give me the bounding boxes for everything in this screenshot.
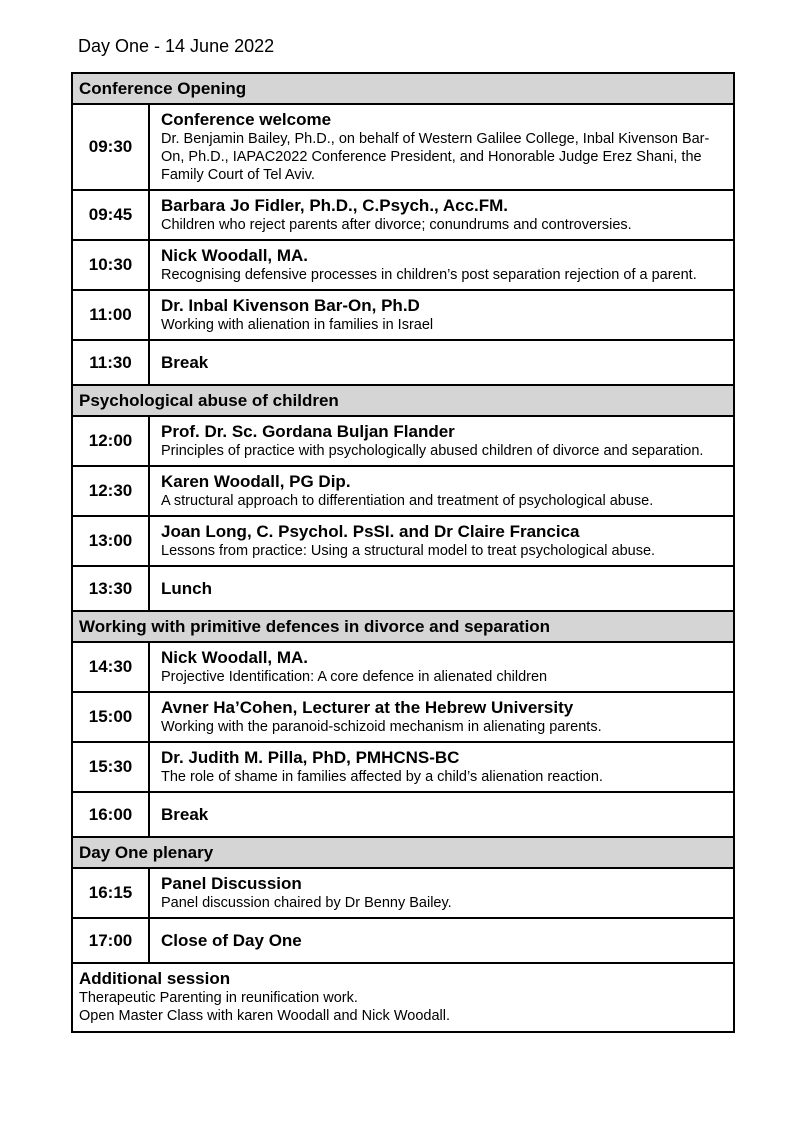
additional-session-line: Open Master Class with karen Woodall and Nick Woodall. <box>79 1008 450 1024</box>
session-title: Break <box>161 353 209 372</box>
schedule-row <box>73 867 733 917</box>
session-cell <box>150 341 733 384</box>
schedule-row-break <box>73 339 733 384</box>
section-header-primitive-defences: Working with primitive defences in divorce and separation <box>73 610 733 641</box>
session-title: Nick Woodall, MA. <box>161 246 309 265</box>
time-cell: 14:30 <box>73 643 150 691</box>
time-cell: 15:00 <box>73 693 150 741</box>
session-title: Nick Woodall, MA. <box>161 648 309 667</box>
session-description: Projective Identification: A core defence in alienated children <box>161 669 548 685</box>
schedule-row <box>73 515 733 565</box>
time-cell: 15:30 <box>73 743 150 791</box>
session-title: Dr. Judith M. Pilla, PhD, PMHCNS-BC <box>161 748 460 767</box>
session-cell <box>150 643 733 691</box>
schedule-row <box>73 465 733 515</box>
session-cell <box>150 191 733 239</box>
schedule-row <box>73 641 733 691</box>
session-description: The role of shame in families affected by a child’s alienation reaction. <box>161 769 603 785</box>
schedule-row-close <box>73 917 733 962</box>
section-header-day-one-plenary: Day One plenary <box>73 836 733 867</box>
session-title: Avner Ha’Cohen, Lecturer at the Hebrew University <box>161 698 574 717</box>
session-description: Panel discussion chaired by Dr Benny Bailey. <box>161 895 452 911</box>
session-description: Children who reject parents after divorce; conundrums and controversies. <box>161 217 632 233</box>
schedule-row <box>73 741 733 791</box>
session-title: Lunch <box>161 579 212 598</box>
additional-session-title: Additional session <box>79 969 231 988</box>
schedule-row-break <box>73 791 733 836</box>
session-description: Recognising defensive processes in children’s post separation rejection of a parent. <box>161 267 697 283</box>
schedule-row <box>73 415 733 465</box>
session-cell <box>150 291 733 339</box>
session-cell <box>150 105 733 189</box>
additional-session-row <box>73 962 733 1031</box>
schedule-row <box>73 239 733 289</box>
session-description: Working with the paranoid-schizoid mechanism in alienating parents. <box>161 719 602 735</box>
time-cell: 13:30 <box>73 567 150 610</box>
session-title: Prof. Dr. Sc. Gordana Buljan Flander <box>161 422 455 441</box>
session-description: Principles of practice with psychologically abused children of divorce and separation. <box>161 443 704 459</box>
section-header-psychological-abuse: Psychological abuse of children <box>73 384 733 415</box>
schedule-row-lunch <box>73 565 733 610</box>
time-cell: 16:00 <box>73 793 150 836</box>
session-cell <box>150 693 733 741</box>
session-description: Working with alienation in families in Israel <box>161 317 434 333</box>
session-cell <box>150 743 733 791</box>
schedule-table <box>71 72 735 1033</box>
time-cell: 10:30 <box>73 241 150 289</box>
session-title: Close of Day One <box>161 931 302 950</box>
time-cell: 13:00 <box>73 517 150 565</box>
section-header-conference-opening: Conference Opening <box>73 74 733 103</box>
session-cell <box>150 567 733 610</box>
session-title: Joan Long, C. Psychol. PsSI. and Dr Claire Francica <box>161 522 580 541</box>
time-cell: 11:00 <box>73 291 150 339</box>
session-title: Panel Discussion <box>161 874 302 893</box>
session-title: Karen Woodall, PG Dip. <box>161 472 351 491</box>
time-cell: 12:30 <box>73 467 150 515</box>
session-cell <box>150 517 733 565</box>
session-cell <box>150 241 733 289</box>
session-cell <box>150 869 733 917</box>
schedule-row <box>73 289 733 339</box>
schedule-row <box>73 103 733 189</box>
session-cell <box>150 417 733 465</box>
session-cell <box>150 919 733 962</box>
additional-session-line: Therapeutic Parenting in reunification work. <box>79 990 358 1006</box>
session-description: Dr. Benjamin Bailey, Ph.D., on behalf of Western Galilee College, Inbal Kivenson Bar-On, Ph.D., IAPAC2022 Conference President, and Honorable Judge Erez Shani, the Family Court of Tel Aviv. <box>161 131 710 183</box>
session-cell <box>150 793 733 836</box>
time-cell: 17:00 <box>73 919 150 962</box>
schedule-row <box>73 691 733 741</box>
schedule-row <box>73 189 733 239</box>
time-cell: 16:15 <box>73 869 150 917</box>
session-title: Conference welcome <box>161 110 332 129</box>
time-cell: 09:30 <box>73 105 150 189</box>
session-description: Lessons from practice: Using a structural model to treat psychological abuse. <box>161 543 656 559</box>
time-cell: 12:00 <box>73 417 150 465</box>
session-title: Barbara Jo Fidler, Ph.D., C.Psych., Acc.FM. <box>161 196 509 215</box>
session-title: Dr. Inbal Kivenson Bar-On, Ph.D <box>161 296 420 315</box>
page-title: Day One - 14 June 2022 <box>78 36 275 56</box>
session-title: Break <box>161 805 209 824</box>
time-cell: 09:45 <box>73 191 150 239</box>
time-cell: 11:30 <box>73 341 150 384</box>
session-description: A structural approach to differentiation and treatment of psychological abuse. <box>161 493 654 509</box>
session-cell <box>150 467 733 515</box>
